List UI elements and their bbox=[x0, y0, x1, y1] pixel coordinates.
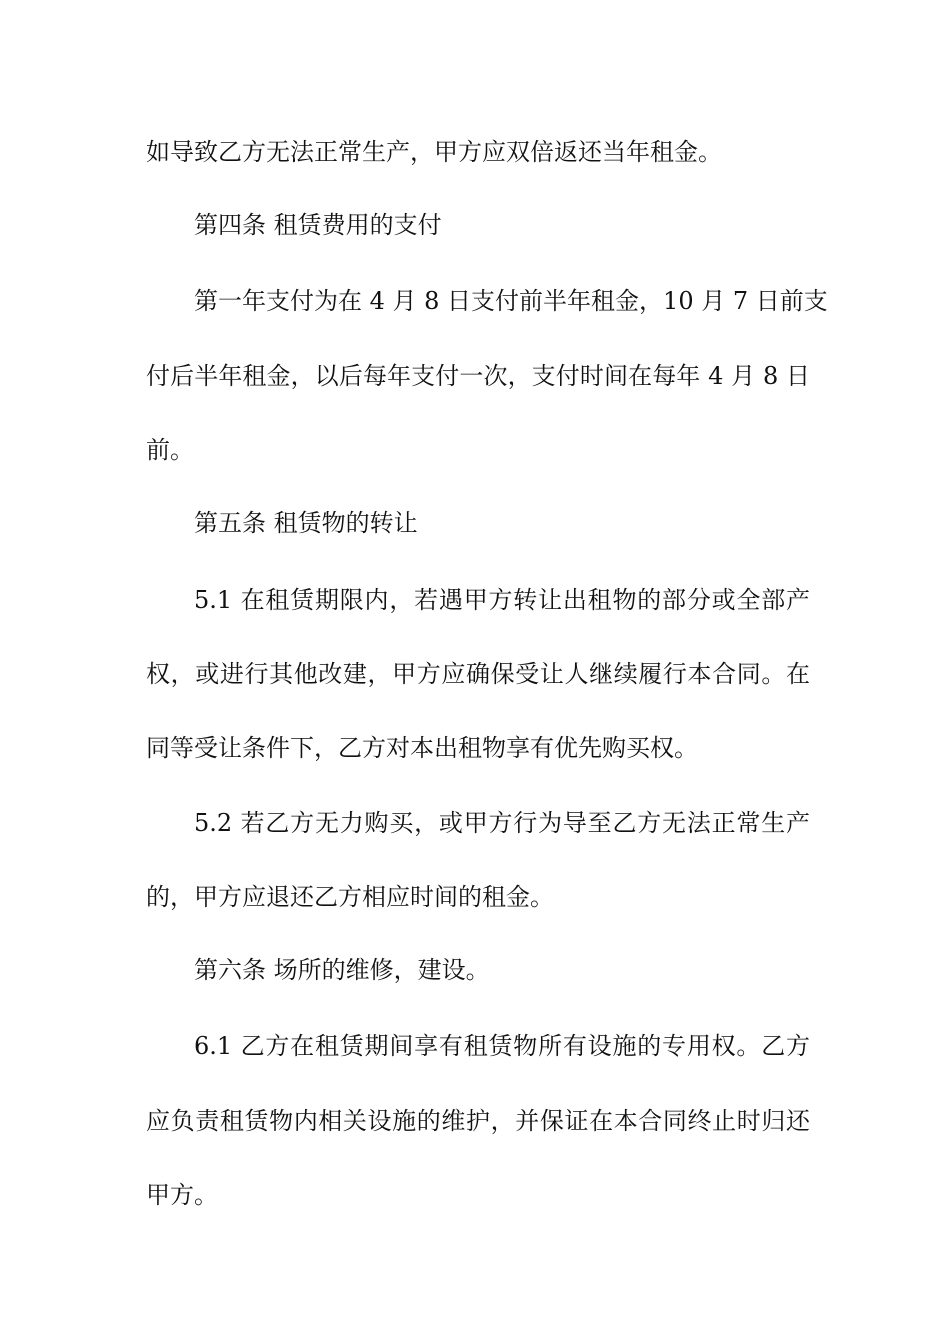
text-line: 前。 bbox=[146, 436, 194, 464]
text-line: 同等受让条件下，乙方对本出租物享有优先购买权。 bbox=[146, 734, 698, 762]
section-heading: 第六条 场所的维修，建设。 bbox=[194, 956, 490, 984]
text-line: 甲方。 bbox=[146, 1181, 218, 1209]
text-line: 5.2 若乙方无力购买，或甲方行为导至乙方无法正常生产 bbox=[194, 809, 810, 837]
text-line: 如导致乙方无法正常生产，甲方应双倍返还当年租金。 bbox=[146, 138, 722, 166]
text-line: 应负责租赁物内相关设施的维护，并保证在本合同终止时归还 bbox=[146, 1107, 810, 1135]
text-line: 5.1 在租赁期限内，若遇甲方转让出租物的部分或全部产 bbox=[194, 586, 810, 614]
section-heading: 第五条 租赁物的转让 bbox=[194, 509, 418, 537]
text-line: 权，或进行其他改建，甲方应确保受让人继续履行本合同。在 bbox=[146, 660, 810, 688]
text-line: 6.1 乙方在租赁期间享有租赁物所有设施的专用权。乙方 bbox=[194, 1032, 810, 1060]
text-line: 的，甲方应退还乙方相应时间的租金。 bbox=[146, 883, 554, 911]
text-line: 付后半年租金，以后每年支付一次，支付时间在每年 4 月 8 日 bbox=[146, 362, 810, 390]
text-line: 第一年支付为在 4 月 8 日支付前半年租金，10 月 7 日前支 bbox=[194, 287, 828, 315]
section-heading: 第四条 租赁费用的支付 bbox=[194, 211, 442, 239]
